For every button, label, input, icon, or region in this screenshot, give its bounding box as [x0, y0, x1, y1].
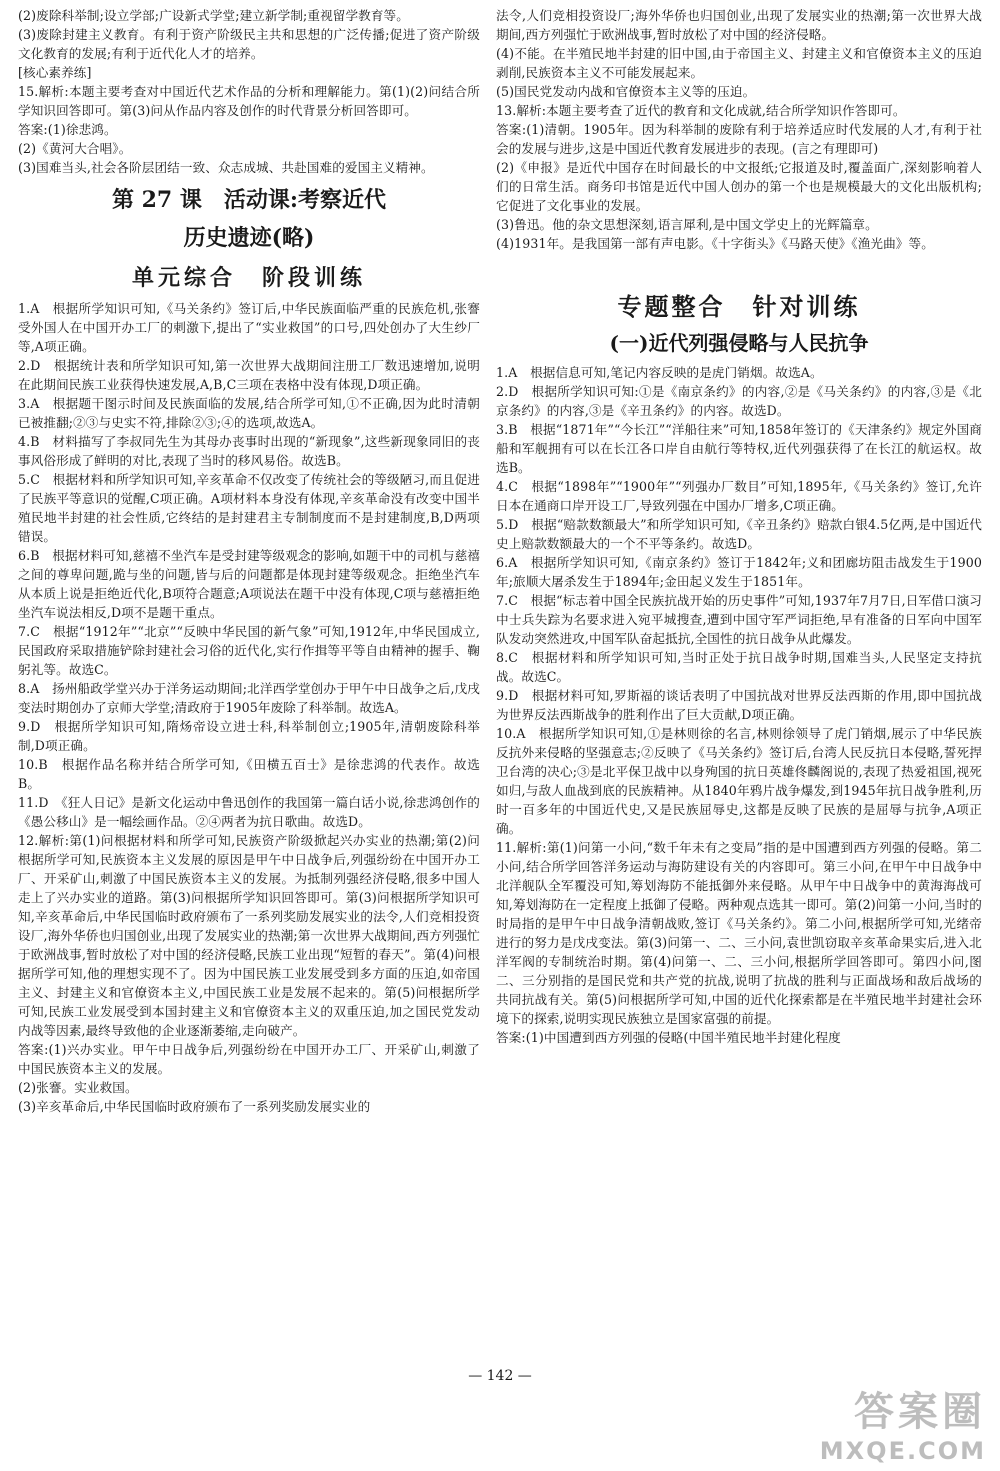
answer-paragraph: 1.A 根据所学知识可知,《马关条约》签订后,中华民族面临严重的民族危机,张謇受外国人在中国开办工厂的刺激下,提出了“实业救国”的口号,四处创办了大生纱厂等,A项正确。	[18, 301, 480, 354]
watermark-text: 答案圈	[854, 1389, 986, 1435]
answer-paragraph: [核心素养练]	[18, 65, 92, 80]
answer-paragraph: 3.B 根据“1871年”“今长江”“洋船往来”可知,1858年签订的《天津条约》规定外国商船和军舰拥有可以在长江各口岸自由航行等特权,近代列强获得了在长江的航运权。故选B。	[496, 422, 982, 475]
answer-paragraph: 2.D 根据统计表和所学知识可知,第一次世界大战期间注册工厂数迅速增加,说明在此期间民族工业获得快速发展,A,B,C三项在表格中没有体现,D项正确。	[18, 358, 480, 392]
answer-paragraph: 11.D 《狂人日记》是新文化运动中鲁迅创作的我国第一篇白话小说,徐悲鸿创作的《愚公移山》是一幅绘画作品。②④两者为抗日歌曲。故选D。	[18, 795, 480, 829]
answer-paragraph: (5)国民党发动内战和官僚资本主义等的压迫。	[496, 84, 756, 99]
answer-paragraph: (3)废除封建主义教育。有利于资产阶级民主共和思想的广泛传播;促进了资产阶级文化教育的发展;有利于近代化人才的培养。	[18, 27, 480, 61]
watermark-url: MXQE.COM	[819, 1437, 986, 1465]
subsection-heading: (一)近代列强侵略与人民抗争	[609, 331, 869, 355]
lesson-heading: 历史遗迹(略)	[183, 225, 315, 251]
answer-paragraph: 13.解析:本题主要考查了近代的教育和文化成就,结合所学知识作答即可。	[496, 103, 906, 118]
left-column	[18, 6, 480, 1116]
answer-paragraph: 11.解析:第(1)问第一小问,“数千年未有之变局”指的是中国遭到西方列强的侵略。第二小问,结合所学回答洋务运动与海防建设有关的内容即可。第三小问,在甲午中日战争中北洋舰队全军覆没可知,筹划海防不能抵御外来侵略。从甲午中日战争中的黄海海战可知,筹划海防在一定程度上抵御了侵略。两种观点选其一即可。第(2)问第一小问,当时的时局指的是甲午中日战争清朝战败,签订《马关条约》。第二小问,根据所学可知,光绪帝进行的努力是戊戌变法。第(3)问第一、二、三小问,袁世凯窃取辛亥革命果实后,进入北洋军阀的专制统治时期。第(4)问第一、二、三小问,根据所学回答即可。第四小问,图二、三分别指的是国民党和共产党的抗战,说明了抗战的胜利与正面战场和敌后战场的共同抗战有关。第(5)问根据所学可知,中国的近代化探索都是在半殖民地半封建社会环境下的探索,说明实现民族独立是国家富强的前提。	[496, 840, 982, 1026]
answer-paragraph: 6.B 根据材料可知,慈禧不坐汽车是受封建等级观念的影响,如题干中的司机与慈禧之间的尊卑问题,跪与坐的问题,皆与后的问题都是体现封建等级观念。拒绝坐汽车从本质上说是拒绝近代化,B项符合题意;A项说法在题干中没有体现,C项与慈禧拒绝坐汽车说法相反,D项不是题干重点。	[18, 548, 480, 620]
answer-paragraph: 7.C 根据“1912年”“北京”“反映中华民国的新气象”可知,1912年,中华民国成立,民国政府采取措施铲除封建社会习俗的近代化,实行作揖等平等自由精神的握手、鞠躬礼等。故选C。	[18, 624, 480, 677]
answer-paragraph: (2)张謇。实业救国。	[18, 1080, 138, 1095]
watermark-logo	[820, 1380, 986, 1465]
answer-paragraph: 10.B 根据作品名称并结合所学可知,《田横五百士》是徐悲鸿的代表作。故选B。	[18, 757, 480, 791]
answer-paragraph: (2)《申报》是近代中国存在时间最长的中文报纸;它报道及时,覆盖面广,深刻影响着人们的日常生活。商务印书馆是近代中国人创办的第一个也是规模最大的文化出版机构;它促进了文化事业的发展。	[496, 160, 982, 213]
answer-paragraph: (4)1931年。是我国第一部有声电影。《十字街头》《马路天使》《渔光曲》等。	[496, 236, 934, 251]
answer-paragraph: 8.A 扬州船政学堂兴办于洋务运动期间;北洋西学堂创办于甲午中日战争之后,戊戌变法时期创办了京师大学堂;清政府于1905年废除了科举制。故选A。	[18, 681, 480, 715]
answer-paragraph: (2)《黄河大合唱》。	[18, 141, 132, 156]
answer-paragraph: 答案:(1)兴办实业。甲午中日战争后,列强纷纷在中国开办工厂、开采矿山,刺激了中国民族资本主义的发展。	[18, 1042, 480, 1076]
answer-paragraph: 3.A 根据题干图示时间及民族面临的发展,结合所学可知,①不正确,因为此时清朝已被推翻;②③与史实不符,排除②③;④的选项,故选A。	[18, 396, 480, 430]
page-number: — 142 —	[468, 1368, 532, 1384]
answer-paragraph: (2)废除科举制;设立学部;广设新式学堂;建立新学制;重视留学教育等。	[18, 8, 409, 23]
answer-paragraph: 9.D 根据材料可知,罗斯福的谈话表明了中国抗战对世界反法西斯的作用,即中国抗战为世界反法西斯战争的胜利作出了巨大贡献,D项正确。	[496, 688, 982, 722]
answer-paragraph: (3)鲁迅。他的杂文思想深刻,语言犀利,是中国文学史上的光辉篇章。	[496, 217, 878, 232]
answer-paragraph: 12.解析:第(1)问根据材料和所学可知,民族资产阶级掀起兴办实业的热潮;第(2)问根据所学可知,民族资本主义发展的原因是甲午中日战争后,列强纷纷在中国开办工厂、开采矿山,刺激了中国民族资本主义的发展。为抵制列强经济侵略,很多中国人走上了兴办实业的道路。第(3)问根据所学知识回答即可。第(3)问根据所学知识可知,辛亥革命后,中华民国临时政府颁布了一系列奖励发展实业的法令,人们竞相投资设厂,海外华侨也归国创业,出现了发展实业的热潮;第一次世界大战期间,西方列强忙于欧洲战事,暂时放松了对中国的经济侵略,民族工业出现“短暂的春天”。第(4)问根据所学可知,他的理想实现不了。因为中国民族工业发展受到多方面的压迫,如帝国主义、封建主义和官僚资本主义,中国民族工业是发展不起来的。第(5)问根据所学可知,民族工业发展受到本国封建主义和官僚资本主义的双重压迫,加之国民党发动内战等因素,最终导致他的企业逐渐萎缩,走向破产。	[18, 833, 480, 1038]
answer-paragraph: 法令,人们竞相投资设厂;海外华侨也归国创业,出现了发展实业的热潮;第一次世界大战期间,西方列强忙于欧洲战事,暂时放松了对中国的经济侵略。	[496, 8, 982, 42]
answer-paragraph: 答案:(1)清朝。1905年。因为科举制的废除有利于培养适应时代发展的人才,有利于社会的发展与进步,这是中国近代教育发展进步的表现。(言之有理即可)	[496, 122, 982, 156]
lesson-heading: 第 27 课 活动课:考察近代	[111, 187, 387, 213]
answer-paragraph: (3)国难当头,社会各阶层团结一致、众志成城、共赴国难的爱国主义精神。	[18, 160, 434, 175]
section-heading: 专题整合 针对训练	[617, 292, 861, 321]
answer-paragraph: 5.D 根据“赔款数额最大”和所学知识可知,《辛丑条约》赔款白银4.5亿两,是中国近代史上赔款数额最大的一个不平等条约。故选D。	[496, 517, 982, 551]
answer-paragraph: 答案:(1)徐悲鸿。	[18, 122, 117, 137]
answer-paragraph: 4.C 根据“1898年”“1900年”“列强办厂数目”可知,1895年,《马关条约》签订,允许日本在通商口岸开设工厂,导致列强在中国办厂增多,C项正确。	[496, 479, 982, 513]
answer-paragraph: 15.解析:本题主要考查对中国近代艺术作品的分析和理解能力。第(1)(2)问结合所学知识回答即可。第(3)问从作品内容及创作的时代背景分析回答即可。	[18, 84, 480, 118]
right-column	[496, 6, 982, 1047]
answer-paragraph: (4)不能。在半殖民地半封建的旧中国,由于帝国主义、封建主义和官僚资本主义的压迫剥削,民族资本主义不可能发展起来。	[496, 46, 982, 80]
answer-paragraph: 7.C 根据“标志着中国全民族抗战开始的历史事件”可知,1937年7月7日,日军借口演习中士兵失踪为名要求进入宛平城搜查,遭到中国守军严词拒绝,早有准备的日军向中国军队发动突然进攻,中国军队奋起抵抗,全国性的抗日战争从此爆发。	[496, 593, 982, 646]
answer-paragraph: 4.B 材料描写了李叔同先生为其母办丧事时出现的“新现象”,这些新现象同旧的丧事风俗形成了鲜明的对比,表现了当时的移风易俗。故选B。	[18, 434, 480, 468]
unit-heading: 单元综合 阶段训练	[131, 265, 366, 291]
answer-paragraph: 2.D 根据所学知识可知:①是《南京条约》的内容,②是《马关条约》的内容,③是《北京条约》的内容,③是《辛丑条约》的内容。故选D。	[496, 384, 982, 418]
answer-paragraph: 9.D 根据所学知识可知,隋炀帝设立进士科,科举制创立;1905年,清朝废除科举制,D项正确。	[18, 719, 480, 753]
answer-paragraph: 8.C 根据材料和所学知识可知,当时正处于抗日战争时期,国难当头,人民坚定支持抗战。故选C。	[496, 650, 982, 684]
answer-paragraph: 答案:(1)中国遭到西方列强的侵略(中国半殖民地半封建化程度	[496, 1030, 841, 1045]
answer-paragraph: 1.A 根据信息可知,笔记内容反映的是虎门销烟。故选A。	[496, 365, 823, 380]
answer-paragraph: 10.A 根据所学知识可知,①是林则徐的名言,林则徐领导了虎门销烟,展示了中华民族反抗外来侵略的坚强意志;②反映了《马关条约》签订后,台湾人民反抗日本侵略,誓死捍卫台湾的决心;③是北平保卫战中以身殉国的抗日英雄佟麟阁说的,表现了热爱祖国,视死如归,与敌人血战到底的民族精神。从1840年鸦片战争爆发,到1945年抗日战争胜利,历时一百多年的中国近代史,又是民族屈辱史,这都是反映了民族的是屈辱与抗争,A项正确。	[496, 726, 982, 836]
answer-paragraph: 6.A 根据所学知识可知,《南京条约》签订于1842年;义和团廊坊阻击战发生于1900年;旅顺大屠杀发生于1894年;金田起义发生于1851年。	[496, 555, 982, 589]
answer-paragraph: (3)辛亥革命后,中华民国临时政府颁布了一系列奖励发展实业的	[18, 1099, 371, 1114]
answer-paragraph: 5.C 根据材料和所学知识可知,辛亥革命不仅改变了传统社会的等级陋习,而且促进了民族平等意识的觉醒,C项正确。A项材料本身没有体现,辛亥革命没有改变中国半殖民地半封建的社会性质,它终结的是封建君主专制制度而不是封建制度,B,D两项错误。	[18, 472, 480, 544]
